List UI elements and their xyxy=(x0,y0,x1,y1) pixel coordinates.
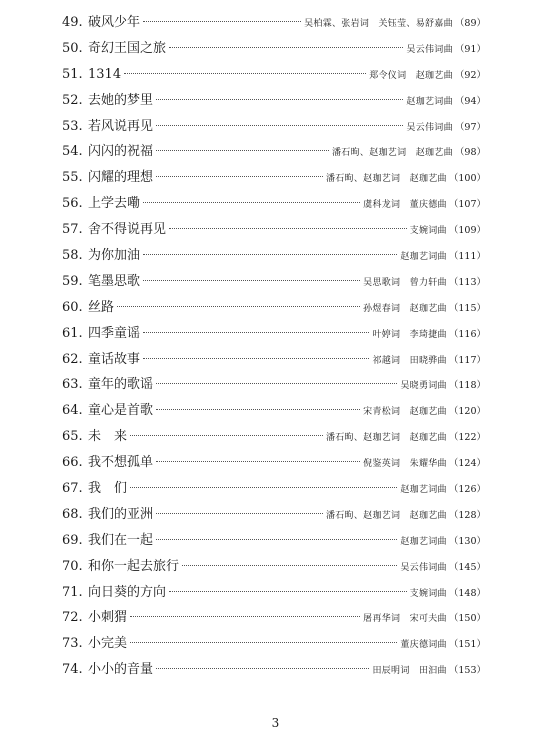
dot-leader xyxy=(156,150,329,151)
dot-leader xyxy=(182,565,397,566)
toc-entry xyxy=(62,243,486,269)
entry-page-number: （151） xyxy=(448,639,486,651)
entry-page-number: （130） xyxy=(448,535,486,547)
entry-title: 我们在一起 xyxy=(88,532,154,548)
entry-title: 笔墨思歌 xyxy=(88,273,141,289)
dot-leader xyxy=(156,409,360,410)
entry-page-number: （128） xyxy=(448,509,486,521)
entry-credit: 赵珈艺词曲 xyxy=(400,252,447,263)
entry-number: 69. xyxy=(62,532,83,548)
entry-page-number: （148） xyxy=(448,587,486,599)
entry-number: 62. xyxy=(62,351,83,367)
dot-leader xyxy=(156,461,360,462)
entry-number: 70. xyxy=(62,558,83,574)
entry-page-number: （115） xyxy=(448,302,486,314)
entry-page-number: （100） xyxy=(448,173,486,185)
entry-title: 向日葵的方向 xyxy=(88,584,167,600)
entry-title: 童心是首歌 xyxy=(88,403,154,419)
entry-number: 59. xyxy=(62,273,83,289)
entry-title: 1314 xyxy=(88,66,122,82)
toc-entry xyxy=(62,165,486,191)
dot-leader xyxy=(130,642,397,643)
entry-page-number: （98） xyxy=(454,147,486,159)
dot-leader xyxy=(143,280,360,281)
entry-credit: 倪鉴英词 朱耀华曲 xyxy=(363,459,447,470)
entry-number: 71. xyxy=(62,584,83,600)
entry-credit: 吴晓勇词曲 xyxy=(400,381,447,392)
entry-number: 54. xyxy=(62,144,83,160)
dot-leader xyxy=(156,539,397,540)
entry-page-number: （91） xyxy=(454,43,486,55)
entry-credit: 田辰明词 田汩曲 xyxy=(372,666,447,677)
entry-number: 64. xyxy=(62,403,83,419)
toc-entry xyxy=(62,10,486,36)
toc-entry xyxy=(62,36,486,62)
entry-number: 51. xyxy=(62,66,83,82)
entry-title: 去她的梦里 xyxy=(88,92,154,108)
entry-page-number: （145） xyxy=(448,561,486,573)
dot-leader xyxy=(117,306,360,307)
toc-entry xyxy=(62,631,486,657)
entry-credit: 虞科龙词 董庆德曲 xyxy=(363,200,447,211)
toc-entry xyxy=(62,657,486,683)
toc-entry xyxy=(62,424,486,450)
entry-page-number: （117） xyxy=(448,354,486,366)
entry-page-number: （109） xyxy=(448,225,486,237)
toc-entry xyxy=(62,605,486,631)
entry-number: 66. xyxy=(62,455,83,471)
entry-title: 我们的亚洲 xyxy=(88,506,154,522)
entry-title: 小小的音量 xyxy=(88,662,154,678)
entry-number: 73. xyxy=(62,636,83,652)
toc-entry xyxy=(62,554,486,580)
dot-leader xyxy=(143,202,360,203)
dot-leader xyxy=(156,383,397,384)
entry-title: 若风说再见 xyxy=(88,118,154,134)
toc-entry xyxy=(62,62,486,88)
entry-credit: 吴柏霖、张岩词 关钰莹、易舒嘉曲 xyxy=(304,19,453,29)
entry-title: 破风少年 xyxy=(88,15,141,30)
entry-credit: 支婉词曲 xyxy=(409,588,447,599)
entry-page-number: （97） xyxy=(454,121,486,133)
entry-number: 52. xyxy=(62,92,83,108)
entry-credit: 宋青松词 赵珈艺曲 xyxy=(363,407,447,418)
entry-page-number: （94） xyxy=(454,95,486,107)
toc-entry xyxy=(62,580,486,606)
entry-title: 我 们 xyxy=(88,481,128,497)
entry-page-number: （92） xyxy=(454,69,486,81)
entry-number: 50. xyxy=(62,40,83,56)
entry-credit: 吴思歌词 曾力轩曲 xyxy=(363,277,447,288)
entry-number: 61. xyxy=(62,325,83,341)
toc-entry xyxy=(62,191,486,217)
toc-entry xyxy=(62,398,486,424)
entry-credit: 孙煜春词 赵珈艺曲 xyxy=(363,303,447,314)
dot-leader xyxy=(169,228,407,229)
entry-page-number: （111） xyxy=(448,251,486,263)
entry-credit: 赵珈艺词曲 xyxy=(400,485,447,496)
entry-credit: 赵珈艺词曲 xyxy=(406,96,453,107)
entry-number: 55. xyxy=(62,170,83,186)
entry-number: 58. xyxy=(62,248,83,264)
dot-leader xyxy=(143,254,397,255)
entry-credit: 郑令仪词 赵珈艺曲 xyxy=(369,70,453,81)
table-of-contents xyxy=(62,10,486,683)
dot-leader xyxy=(143,21,301,22)
entry-number: 53. xyxy=(62,118,83,134)
entry-page-number: （122） xyxy=(448,432,486,444)
toc-entry xyxy=(62,450,486,476)
dot-leader xyxy=(143,358,369,359)
entry-title: 闪耀的理想 xyxy=(88,170,154,186)
entry-page-number: （153） xyxy=(448,665,486,677)
toc-entry xyxy=(62,114,486,140)
dot-leader xyxy=(156,99,403,100)
entry-page-number: （120） xyxy=(448,406,486,418)
entry-page-number: （116） xyxy=(448,328,486,340)
entry-credit: 祁越词 田晓骅曲 xyxy=(372,355,447,366)
toc-entry xyxy=(62,347,486,373)
entry-credit: 潘石昫、赵珈艺词 赵珈艺曲 xyxy=(325,433,447,444)
dot-leader xyxy=(156,668,369,669)
entry-number: 57. xyxy=(62,222,83,238)
toc-entry xyxy=(62,476,486,502)
entry-title: 舍不得说再见 xyxy=(88,222,167,238)
dot-leader xyxy=(156,513,323,514)
dot-leader xyxy=(169,47,403,48)
entry-number: 67. xyxy=(62,481,83,497)
dot-leader xyxy=(130,487,397,488)
entry-credit: 屠再华词 宋可夫曲 xyxy=(363,614,447,625)
entry-page-number: （89） xyxy=(454,18,486,29)
entry-number: 63. xyxy=(62,377,83,393)
dot-leader xyxy=(130,616,360,617)
toc-entry xyxy=(62,372,486,398)
entry-number: 56. xyxy=(62,196,83,212)
entry-number: 74. xyxy=(62,662,83,678)
entry-number: 60. xyxy=(62,299,83,315)
entry-credit: 潘石昫、赵珈艺词 赵珈艺曲 xyxy=(325,174,447,185)
entry-page-number: （126） xyxy=(448,484,486,496)
dot-leader xyxy=(124,73,366,74)
entry-credit: 潘石昫、赵珈艺词 赵珈艺曲 xyxy=(332,148,453,159)
entry-title: 小完美 xyxy=(88,636,128,652)
entry-number: 72. xyxy=(62,610,83,626)
entry-title: 四季童谣 xyxy=(88,325,141,341)
entry-title: 小刺猬 xyxy=(88,610,128,626)
entry-number: 68. xyxy=(62,506,83,522)
dot-leader xyxy=(156,176,323,177)
entry-page-number: （107） xyxy=(448,199,486,211)
entry-credit: 吴云伟词曲 xyxy=(400,562,447,573)
entry-title: 上学去嘞 xyxy=(88,196,141,212)
dot-leader xyxy=(130,435,323,436)
toc-entry xyxy=(62,528,486,554)
entry-title: 未 来 xyxy=(88,429,128,445)
entry-title: 丝路 xyxy=(88,299,115,315)
entry-title: 我不想孤单 xyxy=(88,455,154,471)
entry-credit: 叶婷词 李琦捷曲 xyxy=(372,329,447,340)
toc-entry xyxy=(62,502,486,528)
entry-credit: 董庆德词曲 xyxy=(400,640,447,651)
entry-credit: 吴云伟词曲 xyxy=(406,44,453,55)
entry-page-number: （150） xyxy=(448,613,486,625)
entry-number: 49. xyxy=(62,15,83,30)
entry-title: 和你一起去旅行 xyxy=(88,558,180,574)
entry-title: 为你加油 xyxy=(88,248,141,264)
dot-leader xyxy=(156,125,403,126)
toc-entry xyxy=(62,88,486,114)
dot-leader xyxy=(169,591,407,592)
toc-entry xyxy=(62,321,486,347)
entry-page-number: （113） xyxy=(448,276,486,288)
entry-title: 闪闪的祝福 xyxy=(88,144,154,160)
entry-number: 65. xyxy=(62,429,83,445)
entry-title: 奇幻王国之旅 xyxy=(88,40,167,56)
entry-page-number: （118） xyxy=(448,380,486,392)
entry-page-number: （124） xyxy=(448,458,486,470)
toc-entry xyxy=(62,295,486,321)
entry-title: 童年的歌谣 xyxy=(88,377,154,393)
page-footer-number: 3 xyxy=(271,716,280,730)
toc-entry xyxy=(62,217,486,243)
entry-credit: 吴云伟词曲 xyxy=(406,122,453,133)
dot-leader xyxy=(143,332,369,333)
toc-entry xyxy=(62,269,486,295)
entry-credit: 潘石昫、赵珈艺词 赵珈艺曲 xyxy=(325,510,447,521)
toc-entry xyxy=(62,139,486,165)
entry-credit: 支婉词曲 xyxy=(409,226,447,237)
entry-title: 童话故事 xyxy=(88,351,141,367)
entry-credit: 赵珈艺词曲 xyxy=(400,536,447,547)
